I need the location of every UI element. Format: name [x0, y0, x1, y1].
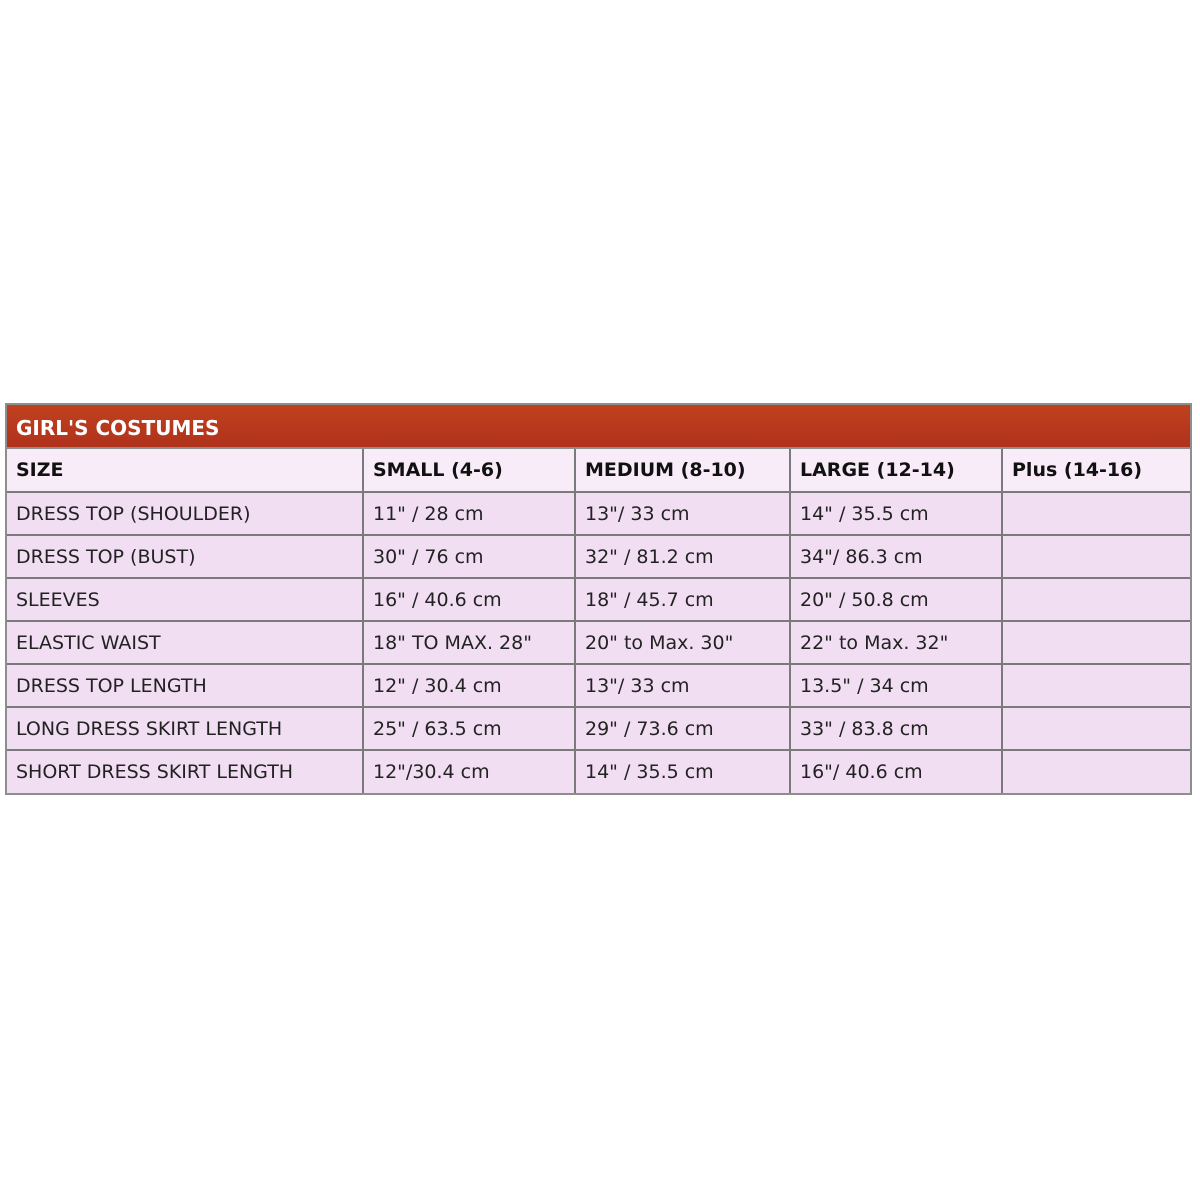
table-row: [7, 707, 1190, 750]
cell-plus: [1002, 750, 1190, 793]
cell-medium: 13"/ 33 cm: [575, 664, 790, 707]
cell-plus: [1002, 492, 1190, 535]
cell-medium: 32" / 81.2 cm: [575, 535, 790, 578]
cell-large: 34"/ 86.3 cm: [790, 535, 1002, 578]
cell-large: 13.5" / 34 cm: [790, 664, 1002, 707]
column-header-size: SIZE: [7, 449, 363, 492]
cell-small: 11" / 28 cm: [363, 492, 575, 535]
column-header-plus: Plus (14-16): [1002, 449, 1190, 492]
cell-small: 18" TO MAX. 28": [363, 621, 575, 664]
cell-small: 16" / 40.6 cm: [363, 578, 575, 621]
cell-plus: [1002, 707, 1190, 750]
cell-large: 16"/ 40.6 cm: [790, 750, 1002, 793]
cell-plus: [1002, 535, 1190, 578]
row-label: SHORT DRESS SKIRT LENGTH: [7, 750, 363, 793]
table-row: [7, 535, 1190, 578]
cell-plus: [1002, 621, 1190, 664]
row-label: DRESS TOP (SHOULDER): [7, 492, 363, 535]
cell-plus: [1002, 578, 1190, 621]
size-chart: [5, 403, 1192, 795]
cell-large: 33" / 83.8 cm: [790, 707, 1002, 750]
table-row: [7, 578, 1190, 621]
row-label: DRESS TOP (BUST): [7, 535, 363, 578]
table-row: [7, 750, 1190, 793]
cell-small: 12"/30.4 cm: [363, 750, 575, 793]
row-label: DRESS TOP LENGTH: [7, 664, 363, 707]
cell-large: 22" to Max. 32": [790, 621, 1002, 664]
row-label: ELASTIC WAIST: [7, 621, 363, 664]
column-header-medium: MEDIUM (8-10): [575, 449, 790, 492]
cell-large: 20" / 50.8 cm: [790, 578, 1002, 621]
cell-medium: 20" to Max. 30": [575, 621, 790, 664]
cell-medium: 13"/ 33 cm: [575, 492, 790, 535]
cell-medium: 18" / 45.7 cm: [575, 578, 790, 621]
header-row: [7, 449, 1190, 492]
row-label: SLEEVES: [7, 578, 363, 621]
size-table: [7, 449, 1190, 793]
table-row: [7, 492, 1190, 535]
cell-small: 30" / 76 cm: [363, 535, 575, 578]
table-row: [7, 664, 1190, 707]
cell-large: 14" / 35.5 cm: [790, 492, 1002, 535]
table-row: [7, 621, 1190, 664]
cell-medium: 29" / 73.6 cm: [575, 707, 790, 750]
cell-plus: [1002, 664, 1190, 707]
cell-small: 12" / 30.4 cm: [363, 664, 575, 707]
chart-title: GIRL'S COSTUMES: [7, 405, 1190, 449]
column-header-small: SMALL (4-6): [363, 449, 575, 492]
column-header-large: LARGE (12-14): [790, 449, 1002, 492]
cell-medium: 14" / 35.5 cm: [575, 750, 790, 793]
cell-small: 25" / 63.5 cm: [363, 707, 575, 750]
row-label: LONG DRESS SKIRT LENGTH: [7, 707, 363, 750]
